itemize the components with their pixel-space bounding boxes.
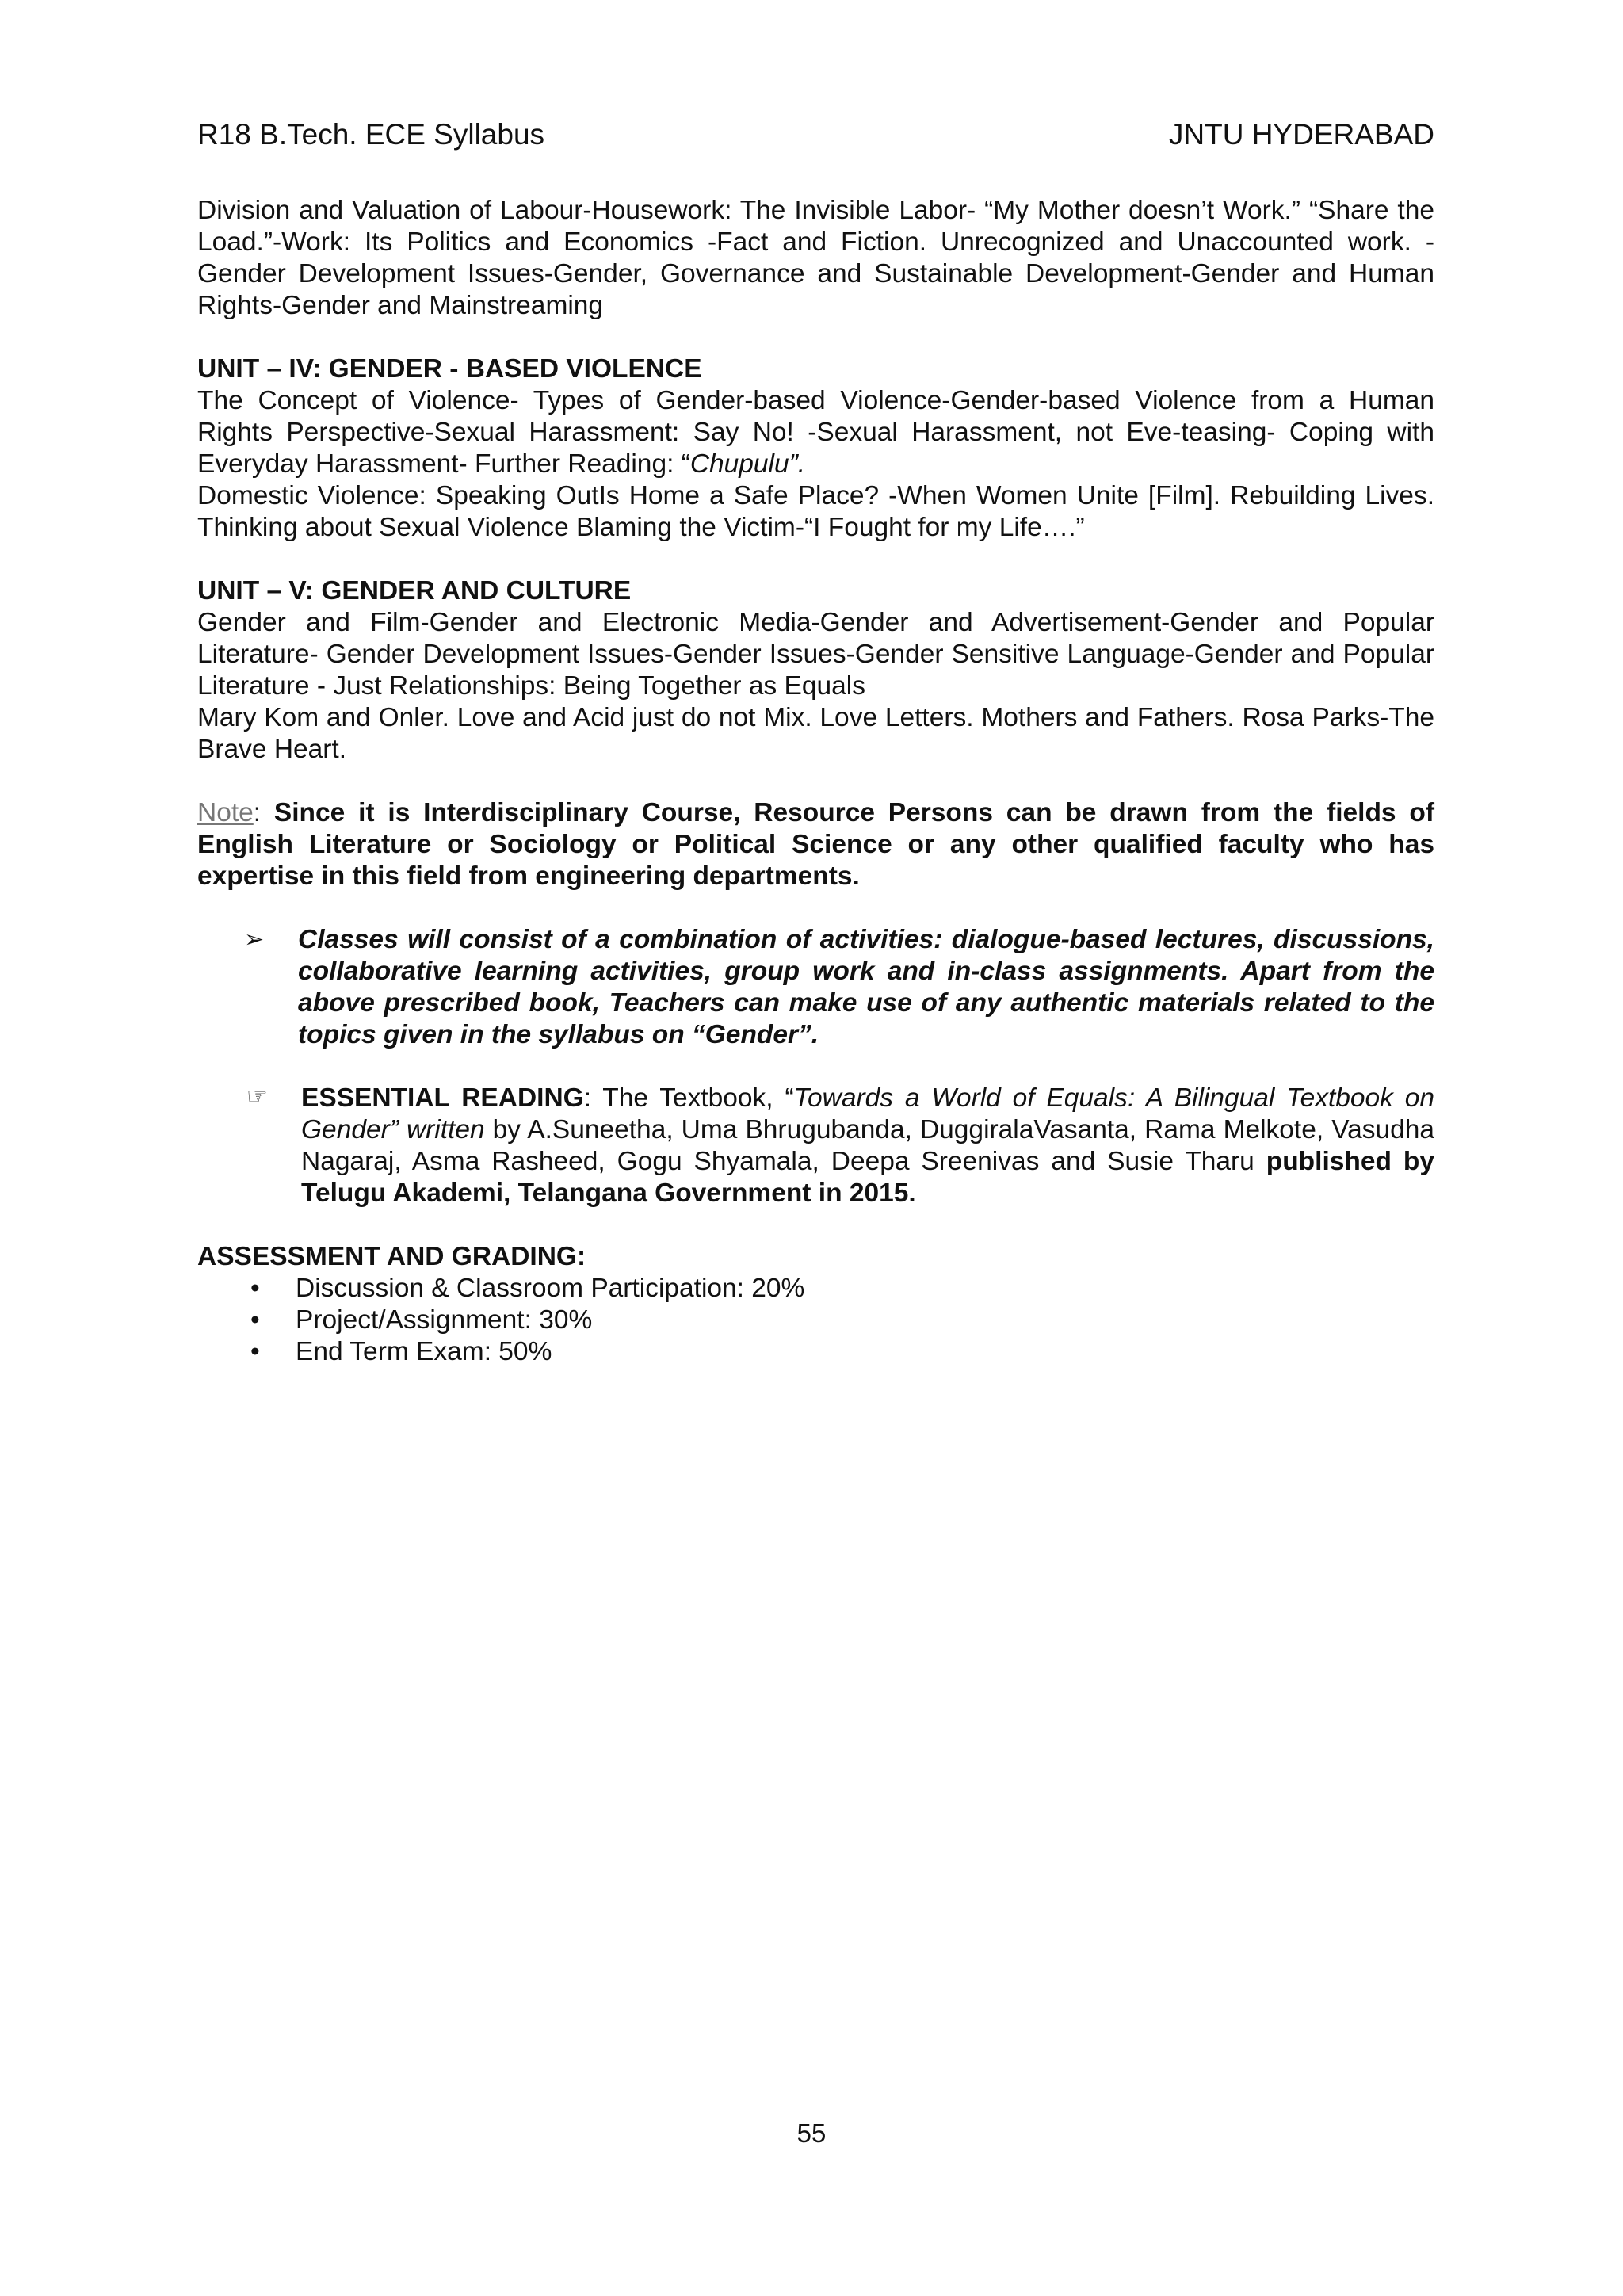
header-university: JNTU HYDERABAD xyxy=(1168,118,1434,151)
unit4-paragraph1-text: The Concept of Violence- Types of Gender-based Violence-Gender-based Violence from a Human Rights Perspective-Sexual Harassment: Say No! -Sexual Harassment, not Eve-teasing- Coping with Everyday Harassment- Further Reading: “ xyxy=(197,386,1434,479)
grading-item-text: Project/Assignment: 30% xyxy=(296,1305,593,1335)
note-paragraph xyxy=(197,797,1434,892)
unit4-heading: UNIT – IV: GENDER - BASED VIOLENCE xyxy=(197,354,702,384)
arrow-bullet-icon: ➢ xyxy=(244,926,265,953)
classes-text: Classes will consist of a combination of activities: dialogue-based lectures, discussions, collaborative learning activities, group work and in-class assignments. Apart from the above prescribed book, Teachers can make use of any authentic materials related to the topics given in the syllabus on “Gender”. xyxy=(298,925,1434,1049)
content-body xyxy=(197,195,1434,1368)
intro-text-part2: Gender Development Issues-Gender, Governance and Sustainable Development-Gender and Human Rights-Gender and Mainstreaming xyxy=(197,259,1434,320)
intro-paragraph xyxy=(197,195,1434,322)
note-text: Since it is Interdisciplinary Course, Resource Persons can be drawn from the fields of English Literature or Sociology or Political Science or any other qualified faculty who has expertise in this field from engineering departments. xyxy=(197,798,1434,891)
list-item xyxy=(197,1305,1434,1336)
grading-item-text: End Term Exam: 50% xyxy=(296,1337,552,1366)
unit4-further-reading-title: Chupulu”. xyxy=(689,449,806,479)
note-label: Note xyxy=(197,798,254,827)
textbook-authors: by A.Suneetha, Uma Bhrugubanda, DuggiralaVasanta, Rama Melkote, Vasudha Nagaraj, Asma Rasheed, Gogu Shyamala, Deepa Sreenivas and Susie Tharu xyxy=(301,1115,1434,1176)
header-course-title: R18 B.Tech. ECE Syllabus xyxy=(197,118,545,151)
essential-reading xyxy=(197,1083,1434,1209)
list-item xyxy=(197,1273,1434,1305)
textbook-title: Towards a World of Equals: A Bilingual Textbook on Gender” written xyxy=(301,1083,1435,1144)
bullet-dot-icon: • xyxy=(250,1337,260,1366)
pointing-hand-icon: ☞ xyxy=(246,1083,268,1110)
note-colon: : xyxy=(253,798,274,827)
unit4-paragraph2: Domestic Violence: Speaking OutIs Home a Safe Place? -When Women Unite [Film]. Rebuilding Lives. Thinking about Sexual Violence Blaming the Victim-“I Fought for my Life….” xyxy=(197,481,1434,542)
textbook-publisher: published by Telugu Akademi, Telangana Government in 2015. xyxy=(301,1147,1434,1208)
essential-reading-pre: : The Textbook, “ xyxy=(583,1083,794,1113)
unit5-paragraph2: Mary Kom and Onler. Love and Acid just do not Mix. Love Letters. Mothers and Fathers. Rosa Parks-The Brave Heart. xyxy=(197,703,1434,764)
list-item xyxy=(197,1336,1434,1368)
grading-list xyxy=(197,1273,1434,1368)
essential-reading-label: ESSENTIAL READING xyxy=(301,1083,584,1113)
unit5-paragraph1: Gender and Film-Gender and Electronic Media-Gender and Advertisement-Gender and Popular Literature- Gender Development Issues-Gender Issues-Gender Sensitive Language-Gender and Popular Literature - Just Relationships: Being Together as Equals xyxy=(197,608,1434,701)
classes-bullet xyxy=(197,924,1434,1051)
bullet-dot-icon: • xyxy=(250,1305,260,1335)
page-number: 55 xyxy=(796,2118,827,2148)
unit5-heading: UNIT – V: GENDER AND CULTURE xyxy=(197,576,632,606)
bullet-dot-icon: • xyxy=(250,1274,260,1303)
essential-reading-text xyxy=(301,1083,1434,1209)
unit4-paragraph1 xyxy=(197,385,1434,480)
assessment-heading: ASSESSMENT AND GRADING: xyxy=(197,1242,586,1271)
intro-text-part1: Division and Valuation of Labour-Housework: The Invisible Labor- “My Mother doesn’t Work.” “Share the Load.”-Work: Its Politics and Economics -Fact and Fiction. Unrecognized and Unaccounted work. - xyxy=(197,196,1434,257)
grading-item-text: Discussion & Classroom Participation: 20% xyxy=(296,1274,805,1303)
